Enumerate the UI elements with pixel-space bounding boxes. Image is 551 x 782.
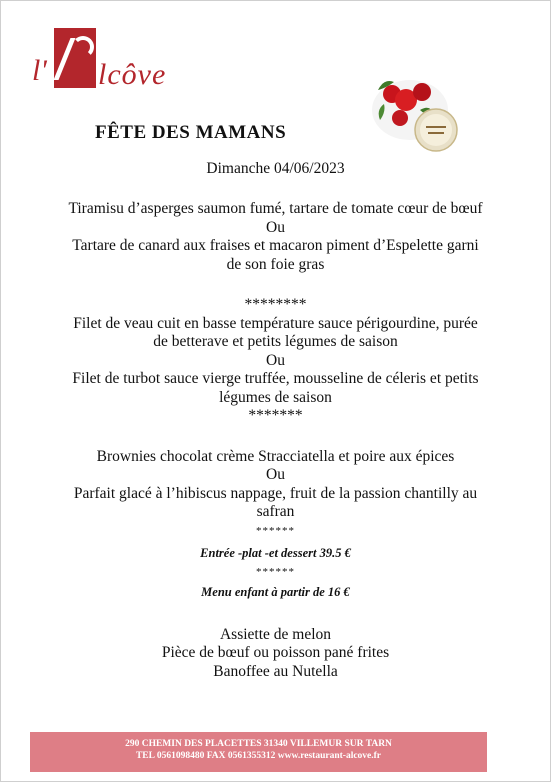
dessert-line: Parfait glacé à l’hibiscus nappage, fruit de la passion chantilly au [73, 484, 478, 502]
price-full-menu: Entrée -plat -et dessert 39.5 € [200, 546, 351, 560]
main-or: Ou [266, 351, 285, 369]
event-date: Dimanche 04/06/2023 [206, 160, 345, 177]
logo-letter-l: l' [32, 54, 47, 87]
dessert-line: safran [256, 503, 295, 520]
restaurant-logo [32, 28, 202, 92]
price-kids-menu: Menu enfant à partir de 16 € [201, 585, 350, 599]
page-title: FÊTE DES MAMANS [95, 122, 287, 143]
starter-line: Tiramisu d’asperges saumon fumé, tartare de tomate cœur de bœuf [68, 200, 483, 217]
starter-or: Ou [266, 218, 285, 236]
footer-contact: TEL 0561098480 FAX 0561355312 www.restaurant-alcove.fr [135, 751, 382, 761]
main-line: légumes de saison [219, 388, 332, 406]
kids-menu-item: Pièce de bœuf ou poisson pané frites [161, 644, 390, 661]
separator-stars: ****** [256, 524, 295, 537]
menu-body [20, 200, 531, 681]
dessert-line: Brownies chocolat crème Stracciatella et poire aux épices [96, 447, 455, 465]
footer-contact-bar [30, 732, 487, 772]
logo-a-mark [54, 28, 96, 88]
dessert-or: Ou [266, 466, 285, 483]
kids-menu-item: Assiette de melon [219, 625, 332, 643]
main-line: de betterave et petits légumes de saison [153, 333, 398, 350]
separator-stars: ******* [248, 407, 303, 424]
starter-line: de son foie gras [226, 255, 325, 273]
main-line: Filet de veau cuit en basse température sauce périgourdine, purée [73, 314, 478, 332]
footer-address: 290 CHEMIN DES PLACETTES 31340 VILLEMUR SUR TARN [125, 739, 392, 749]
logo-wordmark: lcôve [98, 58, 167, 91]
separator-stars: ******** [244, 296, 307, 313]
kids-menu-item: Banoffee au Nutella [213, 662, 338, 680]
flower-decoration-image [370, 70, 468, 158]
main-line: Filet de turbot sauce vierge truffée, mousseline de céleris et petits [72, 370, 479, 387]
separator-stars: ****** [256, 565, 295, 578]
starter-line: Tartare de canard aux fraises et macaron piment d’Espelette garni [72, 237, 479, 254]
